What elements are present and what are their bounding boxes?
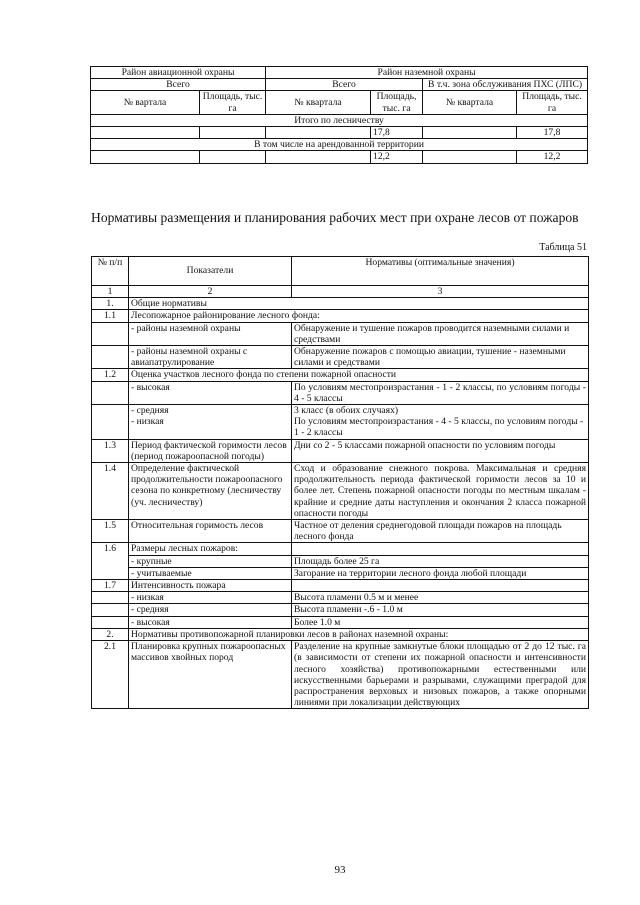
indicator-counted: - учитываемые	[129, 567, 292, 579]
norm-medium: 3 класс (в обоих случаях)	[294, 405, 399, 417]
row-zoning: Лесопожарное районирование лесного фонда:	[129, 310, 589, 322]
arenda-row-label: В том числе на арендованной территории	[91, 139, 588, 151]
row-number: 1.2	[92, 369, 129, 381]
header-norms: Нормативы (оптимальные значения)	[292, 257, 589, 286]
table-cell	[266, 151, 371, 163]
indicator-season-duration: Определение фактической продолжительности пожароопасного сезона по конкретному (лесничеству (уч. лесничеству)	[129, 463, 292, 520]
indicator-medium-low	[129, 405, 292, 440]
table-cell	[92, 322, 129, 345]
indicator-large-massifs: Планировка крупных пожароопасных массивов хвойных пород	[129, 641, 292, 709]
indicator-low-intensity: - низкая	[129, 592, 292, 604]
norm-medium-intensity: Высота пламени -.6 - 1.0 м	[292, 604, 589, 616]
row-number: 1.	[92, 298, 129, 310]
table-cell	[92, 592, 129, 604]
norm-ground: Обнаружение и тушение пожаров проводится наземными силами и средствами	[292, 322, 589, 345]
indicator-high-intensity: - высокая	[129, 616, 292, 628]
indicator-high: - высокая	[129, 381, 292, 404]
table-number: Таблица 51	[539, 242, 587, 253]
itogo-area-ground: 17,8	[371, 127, 423, 139]
norm-high: По условиям местопроизрастания - 1 - 2 классы, по условиям погоды - 4 - 5 классы	[292, 381, 589, 404]
incl-zone-header: В т.ч. зона обслуживания ПХС (ЛПС)	[423, 79, 588, 91]
table-cell	[92, 381, 129, 404]
norm-large-massifs: Разделение на крупные замкнутые блоки площадью от 2 до 12 тыс. га (в зависимости от степени их пожарной опасности и интенсивности лесного хозяйства) противопожарными естественными или искусственными барьерами и разрывами, служащими преградой для распространения верховых и низовых пожаров, а также опорными линиями при локализации действующих	[292, 641, 589, 709]
table-cell	[292, 543, 589, 555]
table-cell	[266, 127, 371, 139]
norm-ground-air: Обнаружение пожаров с помощью авиации, тушение - наземными силами и средствами	[292, 346, 589, 369]
col-kvartal-ground: № квартала	[266, 91, 371, 114]
arenda-area-ground: 12,2	[371, 151, 423, 163]
indicator-ground-air: - районы наземной охраны с авиапатрулирование	[129, 346, 292, 369]
table-cell	[423, 151, 517, 163]
header-ground-district: Район наземной охраны	[266, 67, 588, 79]
row-number: 2.	[92, 628, 129, 640]
norm-counted: Загорание на территории лесного фонда любой площади	[292, 567, 589, 579]
norm-low-intensity: Высота пламени 0.5 м и менее	[292, 592, 589, 604]
indicator-medium: - средняя	[131, 405, 169, 417]
table-cell	[200, 151, 266, 163]
col-area-air: Площадь, тыс. га	[200, 91, 266, 114]
indicator-ground: - районы наземной охраны	[129, 322, 292, 345]
norm-season-duration: Сход и образование снежного покрова. Максимальная и средняя продолжительность периода фактической горимости лесов за 10 и более лет. Степень пожарной опасности погоды по местным шкалам - крайние и средние даты наступления и окончания 2 класса пожарной опасности погоды	[292, 463, 589, 520]
area-summary-table	[90, 66, 588, 164]
row-number: 1.7	[92, 580, 129, 592]
table-cell	[292, 580, 589, 592]
indicator-large: - крупные	[129, 555, 292, 567]
col-kvartal-zone: № квартала	[423, 91, 517, 114]
table-cell	[423, 127, 517, 139]
row-number: 1.4	[92, 463, 129, 520]
row-section-general: Общие нормативы	[129, 298, 589, 310]
norms-table	[91, 256, 589, 709]
indicator-fire-sizes: Размеры лесных пожаров:	[129, 543, 292, 555]
row-number: 2.1	[92, 641, 129, 709]
table-cell	[200, 127, 266, 139]
norm-low: По условиям местопроизрастания - 4 - 5 классы, по условиям погоды - 1 - 2 классы	[294, 416, 584, 439]
norm-large: Площадь более 25 га	[292, 555, 589, 567]
indicator-burning-period: Период фактической горимости лесов (период пожароопасной погоды)	[129, 439, 292, 462]
row-number: 1.6	[92, 543, 129, 580]
itogo-row-label: Итого по лесничеству	[91, 114, 588, 126]
norm-relative-burning: Частное от деления среднегодовой площади пожаров на площадь лесного фонда	[292, 520, 589, 543]
arenda-area-zone: 12,2	[517, 151, 588, 163]
indicator-relative-burning: Относительная горимость лесов	[129, 520, 292, 543]
index-3: 3	[292, 286, 589, 298]
index-2: 2	[129, 286, 292, 298]
index-1: 1	[92, 286, 129, 298]
row-number: 1.1	[92, 310, 129, 322]
row-number: 1.5	[92, 520, 129, 543]
norm-high-intensity: Более 1.0 м	[292, 616, 589, 628]
indicator-medium-intensity: - средняя	[129, 604, 292, 616]
header-air-district: Район авиационной охраны	[91, 67, 266, 79]
col-area-ground: Площадь, тыс. га	[371, 91, 423, 114]
section-title: Нормативы размещения и планирования рабочих мест при охране лесов от пожаров	[91, 210, 579, 225]
header-num: № п/п	[92, 257, 129, 286]
table-cell	[92, 604, 129, 616]
norm-medium-low	[292, 405, 589, 440]
total-air: Всего	[91, 79, 266, 91]
row-number: 1.3	[92, 439, 129, 462]
header-indicators: Показатели	[129, 257, 292, 286]
table-cell	[92, 346, 129, 369]
table-cell	[91, 127, 200, 139]
indicator-intensity: Интенсивность пожара	[129, 580, 292, 592]
indicator-low: - низкая	[131, 416, 164, 428]
table-cell	[92, 405, 129, 440]
table-cell	[92, 616, 129, 628]
row-fire-danger-assessment: Оценка участков лесного фонда по степени пожарной опасности	[129, 369, 589, 381]
total-ground: Всего	[266, 79, 423, 91]
col-area-zone: Площадь, тыс. га	[517, 91, 588, 114]
table-cell	[91, 151, 200, 163]
itogo-area-zone: 17,8	[517, 127, 588, 139]
norm-burning-period: Дни со 2 - 5 классами пожарной опасности по условиям погоды	[292, 439, 589, 462]
row-section-planning: Нормативы противопожарной планировки лесов в районах наземной охраны:	[129, 628, 589, 640]
col-kvartal-air: № вартала	[91, 91, 200, 114]
page-number: 93	[334, 864, 346, 876]
